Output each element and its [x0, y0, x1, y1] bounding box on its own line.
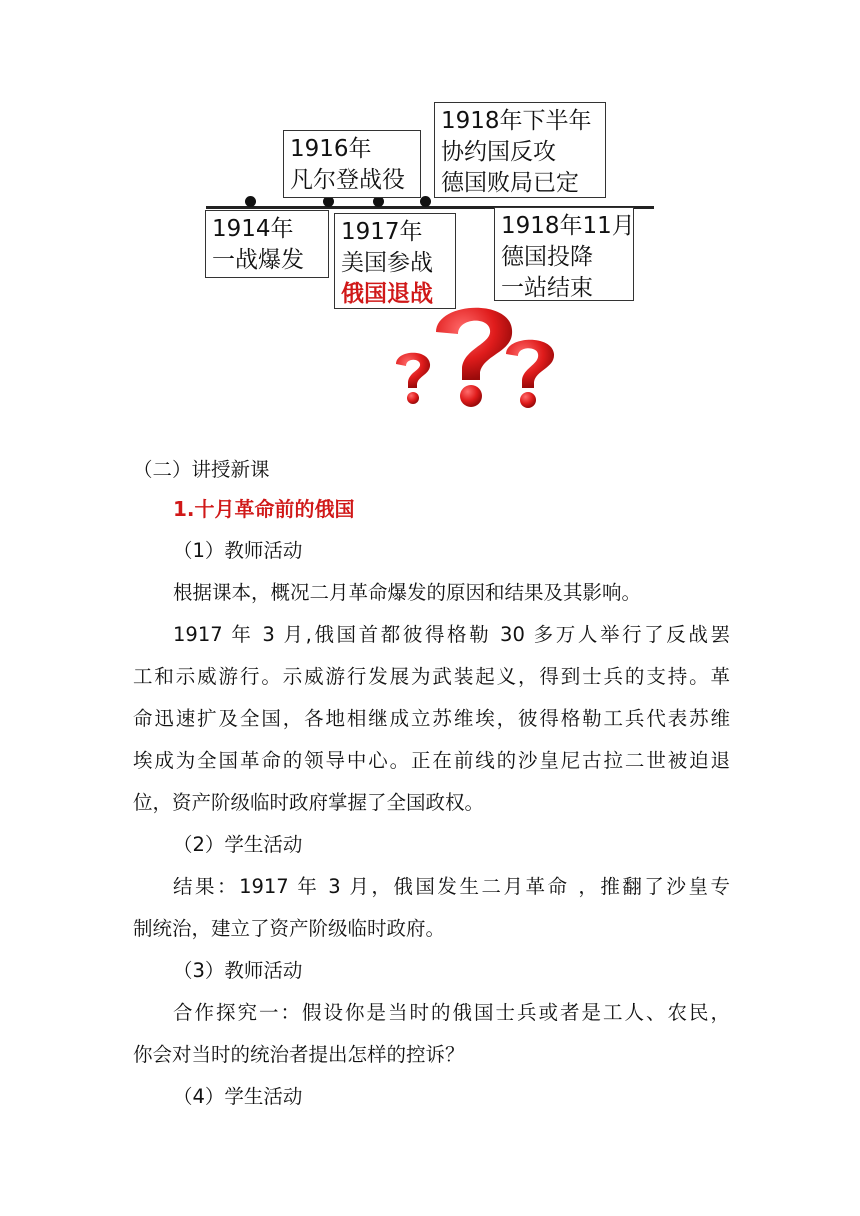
para2-line1: 结果：1917 年 3 月，俄国发生二月革命 ，推翻了沙皇专 — [173, 875, 730, 898]
step-4-label: （4）学生活动 — [173, 1085, 303, 1108]
timeline-box-1918-nov — [494, 207, 634, 301]
box-1918a-event2: 德国败局已定 — [441, 170, 579, 196]
box-1918a-event1: 协约国反攻 — [441, 139, 556, 165]
box-1914-event: 一战爆发 — [212, 247, 304, 273]
para3-line2: 你会对当时的统治者提出怎样的控诉？ — [133, 1043, 465, 1066]
para1-line2: 工和示威游行。示威游行发展为武装起义，得到士兵的支持。革 — [133, 665, 730, 688]
para1-line1: 1917 年 3 月,俄国首都彼得格勒 30 多万人举行了反战罢 — [173, 623, 730, 646]
question-marks-icon — [392, 292, 558, 412]
para3-line1: 合作探究一：假设你是当时的俄国士兵或者是工人、农民， — [173, 1001, 730, 1024]
section-title: （二）讲授新课 — [133, 458, 270, 481]
box-1918b-date: 1918年11月 — [501, 213, 635, 239]
step-3-label: （3）教师活动 — [173, 959, 303, 982]
box-1917-year: 1917年 — [341, 219, 423, 245]
box-1916-event: 凡尔登战役 — [290, 167, 405, 193]
timeline-box-1914 — [205, 210, 329, 278]
lesson-heading: 1.十月革命前的俄国 — [173, 497, 355, 521]
box-1917-event2: 俄国退战 — [341, 281, 433, 307]
timeline-figure — [0, 0, 860, 420]
box-1918b-event2: 一站结束 — [501, 275, 593, 301]
timeline-box-1916 — [283, 130, 421, 198]
box-1914-year: 1914年 — [212, 216, 294, 242]
step-1-label: （1）教师活动 — [173, 539, 303, 562]
timeline-dot-1918 — [420, 196, 431, 207]
step-2-label: （2）学生活动 — [173, 833, 303, 856]
box-1918a-date: 1918年下半年 — [441, 108, 592, 134]
box-1917-event1: 美国参战 — [341, 250, 433, 276]
box-1916-year: 1916年 — [290, 136, 372, 162]
timeline-box-1918-second-half — [434, 102, 606, 198]
para1-line5: 位，资产阶级临时政府掌握了全国政权。 — [133, 791, 485, 814]
para2-line2: 制统治，建立了资产阶级临时政府。 — [133, 917, 446, 940]
box-1918b-event1: 德国投降 — [501, 244, 593, 270]
para1-line4: 埃成为全国革命的领导中心。正在前线的沙皇尼古拉二世被迫退 — [133, 749, 730, 772]
question-1: 根据课本，概况二月革命爆发的原因和结果及其影响。 — [173, 581, 642, 604]
para1-line3: 命迅速扩及全国，各地相继成立苏维埃，彼得格勒工兵代表苏维 — [133, 707, 730, 730]
timeline-dot-1914 — [245, 196, 256, 207]
